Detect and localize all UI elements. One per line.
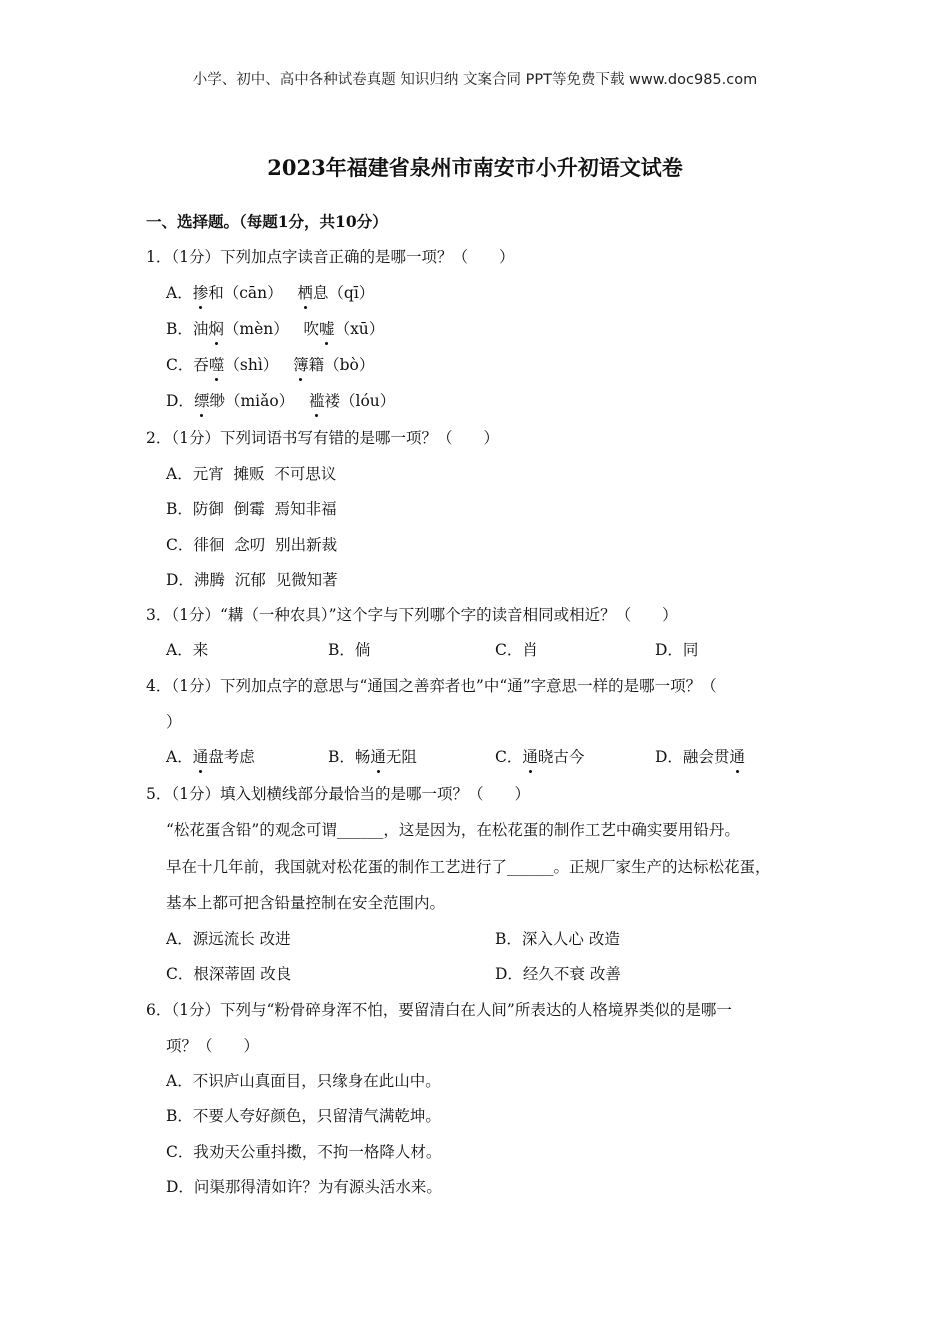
q6-option-c: C．我劝天公重抖擞，不拘一格降人材。 (166, 1143, 442, 1161)
q5-passage-line-1: “松花蛋含铅”的观念可谓______，这是因为，在松花蛋的制作工艺中确实要用铅丹。 (166, 821, 740, 839)
page-header-banner: 小学、初中、高中各种试卷真题 知识归纳 文案合同 PPT等免费下载 www.doc985.com (192, 72, 758, 88)
q6-option-a: A．不识庐山真面目，只缘身在此山中。 (166, 1072, 441, 1090)
q4-option-c: C．通晓古今 (495, 745, 584, 767)
q4-option-d: D．融会贯通 (655, 745, 745, 767)
q1-option-d: D．缥缈（miǎo） 褴褛（lóu） (166, 389, 395, 411)
q4-option-a: A．通盘考虑 (166, 745, 255, 767)
q1-option-c: C．吞噬（shì） 簿籍（bò） (166, 353, 374, 375)
q5-option-b: B．深入人心 改造 (495, 930, 620, 948)
q3-option-c: C．肖 (495, 641, 538, 659)
q1-option-a: A．掺和（cān） 栖息（qī） (166, 281, 374, 303)
question-5-stem: 5．（1分）填入划横线部分最恰当的是哪一项？（ ） (146, 785, 530, 803)
q1-option-b: B．油焖（mèn） 吹嘘（xū） (166, 317, 384, 339)
question-4-stem: 4．（1分）下列加点字的意思与“通国之善弈者也”中“通”字意思一样的是哪一项？（ (146, 677, 717, 695)
q3-option-d: D．同 (655, 641, 699, 659)
question-4-stem-cont: ） (166, 713, 182, 731)
q2-option-b: B．防御 倒霉 焉知非福 (166, 500, 337, 518)
q5-option-c: C．根深蒂固 改良 (166, 965, 292, 983)
q3-option-a: A．来 (166, 641, 209, 659)
question-2-stem: 2．（1分）下列词语书写有错的是哪一项？（ ） (146, 429, 499, 447)
q5-option-d: D．经久不衰 改善 (495, 965, 621, 983)
question-3-stem: 3．（1分）“耩（一种农具）”这个字与下列哪个字的读音相同或相近？（ ） (146, 606, 678, 624)
question-6-stem: 6．（1分）下列与“粉骨碎身浑不怕，要留清白在人间”所表达的人格境界类似的是哪一 (146, 1001, 732, 1019)
q6-option-d: D．问渠那得清如许？为有源头活水来。 (166, 1178, 442, 1196)
q4-option-b: B．畅通无阻 (328, 745, 417, 767)
q5-option-a: A．源远流长 改进 (166, 930, 291, 948)
q6-option-b: B．不要人夸好颜色，只留清气满乾坤。 (166, 1107, 441, 1125)
q3-option-b: B．倘 (328, 641, 371, 659)
q2-option-a: A．元宵 摊贩 不可思议 (166, 465, 337, 483)
q2-option-c: C．徘徊 念叨 别出新裁 (166, 536, 338, 554)
exam-title: 2023年福建省泉州市南安市小升初语文试卷 (267, 155, 683, 180)
q5-passage-line-2: 早在十几年前，我国就对松花蛋的制作工艺进行了______。正规厂家生产的达标松花蛋， (166, 858, 771, 876)
section-heading: 一、选择题。（每题1分，共10分） (146, 212, 388, 231)
q5-passage-line-3: 基本上都可把含铅量控制在安全范围内。 (166, 894, 446, 912)
question-1-stem: 1．（1分）下列加点字读音正确的是哪一项？（ ） (146, 248, 515, 266)
q2-option-d: D．沸腾 沉郁 见微知著 (166, 571, 338, 589)
question-6-stem-cont: 项？（ ） (166, 1037, 260, 1055)
